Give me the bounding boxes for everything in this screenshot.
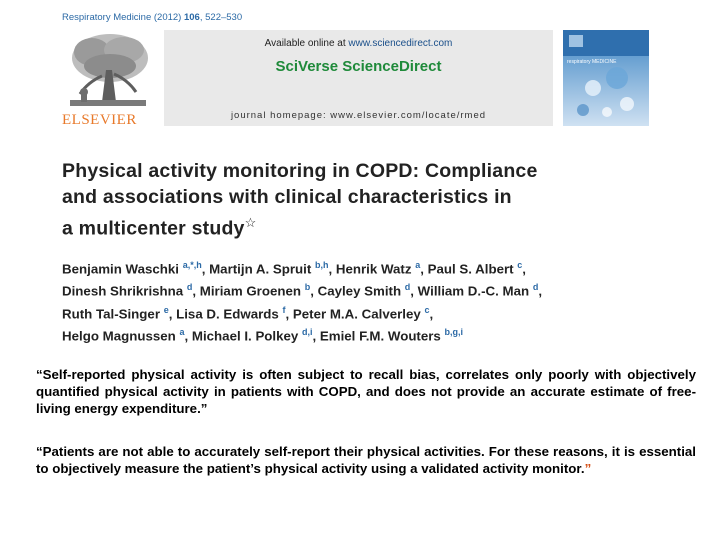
affiliation-superscript[interactable]: d,i (302, 327, 313, 338)
citation-volume: 106 (183, 12, 200, 23)
author-line (62, 301, 662, 323)
affiliation-superscript[interactable]: f (282, 304, 286, 315)
article-title (62, 158, 652, 242)
sciencedirect-panel (164, 30, 553, 126)
affiliation-superscript[interactable]: b,h (315, 260, 329, 270)
elsevier-logo-text: ELSEVIER (62, 112, 137, 128)
author-line (62, 323, 662, 345)
citation-pages: , 522–530 (199, 12, 243, 23)
author-name: Dinesh Shrikrishna (62, 283, 187, 299)
quote-body: “Patients are not able to accurately self-report their physical activities. For these reasons, it is essential to objectively measure the patient’s physical activity using a validated activity monitor. (36, 444, 696, 476)
citation-journal: Respiratory Medicine (2012) (62, 12, 184, 23)
author-list (62, 256, 662, 346)
sciverse-brand: SciVerse ScienceDirect (275, 58, 442, 75)
author-name: , Henrik Watz (328, 261, 416, 277)
author-name: Benjamin Waschki (62, 261, 183, 277)
quote-objective-measurement (36, 443, 696, 477)
author-name: Ruth Tal-Singer (62, 306, 164, 322)
author-name: Helgo Magnussen (62, 328, 180, 344)
author-name: , (522, 261, 526, 277)
author-name: , Michael I. Polkey (184, 328, 303, 344)
affiliation-superscript[interactable]: e (163, 304, 169, 315)
affiliation-superscript[interactable]: c (517, 260, 523, 270)
author-name: , Miriam Groenen (192, 283, 305, 299)
author-line (62, 278, 662, 300)
author-name: , Martijn A. Spruit (201, 261, 315, 277)
affiliation-superscript[interactable]: a (415, 260, 421, 270)
author-name: , Peter M.A. Calverley (285, 306, 425, 322)
affiliation-superscript[interactable]: d (532, 282, 539, 293)
author-name: , Paul S. Albert (420, 261, 518, 277)
journal-citation (62, 12, 242, 23)
journal-cover-image (563, 30, 649, 126)
cover-journal-label: respiratory MEDICINE (567, 59, 617, 65)
affiliation-superscript[interactable]: c (424, 304, 430, 315)
author-line (62, 256, 662, 278)
author-name: , Emiel F.M. Wouters (312, 328, 445, 344)
affiliation-superscript[interactable]: d (404, 282, 411, 293)
affiliation-superscript[interactable]: a (179, 327, 185, 338)
available-online-line (164, 38, 553, 49)
quote-recall-bias: “Self-reported physical activity is often subject to recall bias, correlates only poorly with objectively quantified physical activity in patients with COPD, and does not provide an accurate estimate of free-living energy expenditure.” (36, 367, 696, 416)
affiliation-superscript[interactable]: b (304, 282, 311, 293)
title-line: a multicenter study☆ (62, 215, 257, 240)
affiliation-superscript[interactable]: a,*,h (182, 260, 202, 270)
author-name: , Cayley Smith (310, 283, 405, 299)
journal-homepage-line[interactable]: journal homepage: www.elsevier.com/locate/rmed (230, 110, 487, 121)
author-name: , Lisa D. Edwards (168, 306, 283, 322)
available-prefix: Available online at (264, 38, 349, 49)
affiliation-superscript[interactable]: d (186, 282, 193, 293)
author-name: , (538, 283, 543, 299)
title-line: and associations with clinical characteristics in (62, 186, 512, 208)
affiliation-superscript[interactable]: b,g,i (444, 327, 464, 338)
title-line: Physical activity monitoring in COPD: Compliance (62, 160, 538, 182)
closing-quote-mark: ” (584, 461, 592, 476)
author-name: , (429, 306, 434, 322)
sciencedirect-url-link[interactable]: www.sciencedirect.com (348, 38, 453, 49)
title-footnote-star-icon[interactable]: ☆ (244, 215, 257, 230)
author-name: , William D.-C. Man (410, 283, 533, 299)
